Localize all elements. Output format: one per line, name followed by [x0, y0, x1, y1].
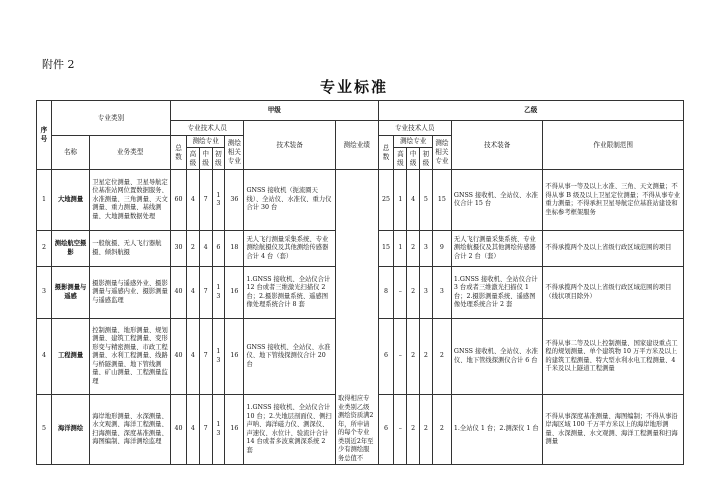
row-name: 海洋测绘 — [51, 395, 89, 465]
attachment-label: 附件 2 — [42, 58, 75, 71]
header-performance: 测绘业绩 — [335, 121, 378, 170]
row-middle-a: 7 — [199, 170, 212, 231]
header-junior-a: 初级 — [212, 148, 225, 170]
header-seq: 序号 — [37, 101, 52, 170]
row-equipment-b: GNSS 接收机、全站仪、水准仪、地下管线探测仪合计 6 台 — [451, 319, 543, 395]
page-title: 专业标准 — [319, 78, 388, 96]
row-seq: 2 — [37, 231, 52, 267]
row-equipment-a: 无人飞行测量采集系统、专业测绘航摄仪及其他测绘传感器合计 4 台（套） — [244, 231, 336, 267]
row-equipment-a: GNSS 接收机（扼流圈天线）、全站仪、水准仪、重力仪合计 30 台 — [244, 170, 336, 231]
row-total-a: 40 — [171, 319, 187, 395]
row-scope-limit: 不得从事二等及以上控制测量、国家建设重点工程的规划测量、单个建筑物 10 万平方米及以上的建筑工程测量、特大型水利水电工程测量、4 千米及以上隧道工程测量 — [543, 319, 684, 395]
row-equipment-b: GNSS 接收机、全站仪、水准仪合计 15 台 — [451, 170, 543, 231]
row-equipment-a: 1.GNSS 接收机、全站仪合计 10 台；2.失地层剖面仪、侧扫声呐、海洋磁力仪、测深仪、声速仪、水位计、验流计合计 14 台或者多波束测深系统 2 套 — [244, 395, 336, 465]
row-scope-limit: 不得从事深度基准测量、海图编制；不得从事沿岸海区域 100 千万平方米以上的海岸地形测量、水深测量、水文观测、海洋工程测量和扫海测量 — [543, 395, 684, 465]
row-related-a: 16 — [225, 267, 244, 319]
row-related-a: 36 — [225, 170, 244, 231]
row-related-b: 2 — [432, 319, 451, 395]
row-middle-a: 7 — [199, 395, 212, 465]
header-category: 专业类别 — [51, 101, 170, 136]
row-senior-a: 4 — [187, 267, 200, 319]
row-biz-type: 控制测量、地形测量、规划测量、建筑工程测量、变形形变与精密测量、市政工程测量、水利工程测量、线路与桥隧测量、地下管线测量、矿山测量、工程测量监理 — [90, 319, 171, 395]
row-related-b: 3 — [432, 267, 451, 319]
row-equipment-b: 1.GNSS 接收机、全站仪合计 3 台或者三维激光扫描仪 1 台；2.摄影测量系统、遥感图像处理系统合计 2 套 — [451, 267, 543, 319]
row-total-b: 15 — [378, 231, 394, 267]
row-senior-b: – — [394, 395, 407, 465]
row-senior-b: 1 — [394, 170, 407, 231]
header-survey-major-b: 测绘专业 — [394, 136, 432, 148]
row-total-b: 6 — [378, 395, 394, 465]
row-junior-b: 3 — [420, 267, 433, 319]
row-senior-a: 4 — [187, 395, 200, 465]
row-scope-limit: 不得从事一等及以上水准、三角、天文测量；不得从事 B 级及以上卫星定位测量；不得从事专业重力测量；不得承担卫星导航定位基准站建设和坐标参考框架服务 — [543, 170, 684, 231]
header-middle-a: 中级 — [199, 148, 212, 170]
row-seq: 4 — [37, 319, 52, 395]
row-equipment-b: 1.全站仪 1 台；2.测深仪 1 台 — [451, 395, 543, 465]
header-junior-b: 初级 — [420, 148, 433, 170]
header-equipment-b: 技术装备 — [451, 121, 543, 170]
row-junior-b: 5 — [420, 170, 433, 231]
header-senior-b: 高级 — [394, 148, 407, 170]
row-scope-limit: 不得承揽两个及以上省级行政区域范围的项目（线状项目除外） — [543, 267, 684, 319]
header-grade-a: 甲级 — [171, 101, 378, 121]
row-name: 工程测量 — [51, 319, 89, 395]
row-scope-limit: 不得承揽两个及以上省级行政区域范围的项目 — [543, 231, 684, 267]
row-seq: 3 — [37, 267, 52, 319]
row-equipment-b: 无人飞行测量采集系统、专业测绘航摄仪及其他测绘传感器合计 2 台（套） — [451, 231, 543, 267]
row-equipment-a: GNSS 接收机、全站仪、水准仪、地下管线探测仪合计 20 台 — [244, 319, 336, 395]
row-related-b: 15 — [432, 170, 451, 231]
row-middle-b: 2 — [407, 231, 420, 267]
header-related-b: 测绘相关专业 — [432, 136, 451, 170]
row-total-a: 30 — [171, 231, 187, 267]
row-junior-b: 2 — [420, 319, 433, 395]
header-tech-staff-b: 专业技术人员 — [378, 121, 451, 136]
header-scope-limit: 作业限制范围 — [543, 121, 684, 170]
row-total-a: 40 — [171, 395, 187, 465]
row-related-a: 18 — [225, 231, 244, 267]
row-middle-a: 7 — [199, 319, 212, 395]
row-senior-b: – — [394, 267, 407, 319]
row-related-b: 2 — [432, 395, 451, 465]
row-biz-type: 摄影测量与遥感外业、摄影测量与遥感内业、摄影测量与遥感监理 — [90, 267, 171, 319]
row-biz-type: 卫星定位测量、卫星导航定位基准站网位置数据服务、水准测量、三角测量、天文测量、重力测量、基线测量、大地测量数据处理 — [90, 170, 171, 231]
row-middle-a: 4 — [199, 231, 212, 267]
row-equipment-a: 1.GNSS 接收机、全站仪合计 12 台或者三维激光扫描仪 2 台；2.摄影测量系统、遥感图像处理系统合计 8 套 — [244, 267, 336, 319]
header-grade-b: 乙级 — [378, 101, 683, 121]
row-senior-b: 1 — [394, 231, 407, 267]
row-related-b: 9 — [432, 231, 451, 267]
header-name: 名称 — [51, 136, 89, 170]
row-senior-a: 4 — [187, 319, 200, 395]
row-junior-a: 13 — [212, 170, 225, 231]
row-junior-a: 6 — [212, 231, 225, 267]
row-middle-b: 2 — [407, 267, 420, 319]
row-total-b: 8 — [378, 267, 394, 319]
row-total-b: 25 — [378, 170, 394, 231]
row-name: 摄影测量与遥感 — [51, 267, 89, 319]
row-junior-b: 3 — [420, 231, 433, 267]
row-junior-a: 13 — [212, 267, 225, 319]
row-related-a: 16 — [225, 319, 244, 395]
row-junior-b: 2 — [420, 395, 433, 465]
header-related-a: 测绘相关专业 — [225, 136, 244, 170]
header-tech-staff-a: 专业技术人员 — [171, 121, 244, 136]
table-row — [37, 170, 684, 231]
row-senior-a: 2 — [187, 231, 200, 267]
row-biz-type: 海岸地形测量、水深测量、水文观测、海洋工程测量、扫海测量、深度基准测量、海图编制、海洋测绘监理 — [90, 395, 171, 465]
row-junior-a: 13 — [212, 395, 225, 465]
row-name: 测绘航空摄影 — [51, 231, 89, 267]
row-middle-b: 2 — [407, 395, 420, 465]
row-name: 大地测量 — [51, 170, 89, 231]
row-total-a: 60 — [171, 170, 187, 231]
performance-cell: 取得相应专业类别乙级测绘资质满2年，所申请的每个专业类别近2年至少有测绘服务总值不 — [335, 170, 378, 465]
header-total-b: 总数 — [378, 136, 394, 170]
row-senior-a: 4 — [187, 170, 200, 231]
row-total-a: 40 — [171, 267, 187, 319]
professional-standards-table — [36, 100, 684, 465]
header-senior-a: 高级 — [187, 148, 200, 170]
header-biz-type: 业务类型 — [90, 136, 171, 170]
row-total-b: 6 — [378, 319, 394, 395]
header-equipment-a: 技术装备 — [244, 121, 336, 170]
row-middle-b: 2 — [407, 319, 420, 395]
header-middle-b: 中级 — [407, 148, 420, 170]
header-survey-major-a: 测绘专业 — [187, 136, 225, 148]
row-seq: 5 — [37, 395, 52, 465]
row-junior-a: 13 — [212, 319, 225, 395]
row-senior-b: – — [394, 319, 407, 395]
row-seq: 1 — [37, 170, 52, 231]
header-total-a: 总数 — [171, 136, 187, 170]
row-biz-type: 一般航摄、无人飞行器航摄、倾斜航摄 — [90, 231, 171, 267]
row-middle-b: 4 — [407, 170, 420, 231]
row-middle-a: 7 — [199, 267, 212, 319]
row-related-a: 16 — [225, 395, 244, 465]
